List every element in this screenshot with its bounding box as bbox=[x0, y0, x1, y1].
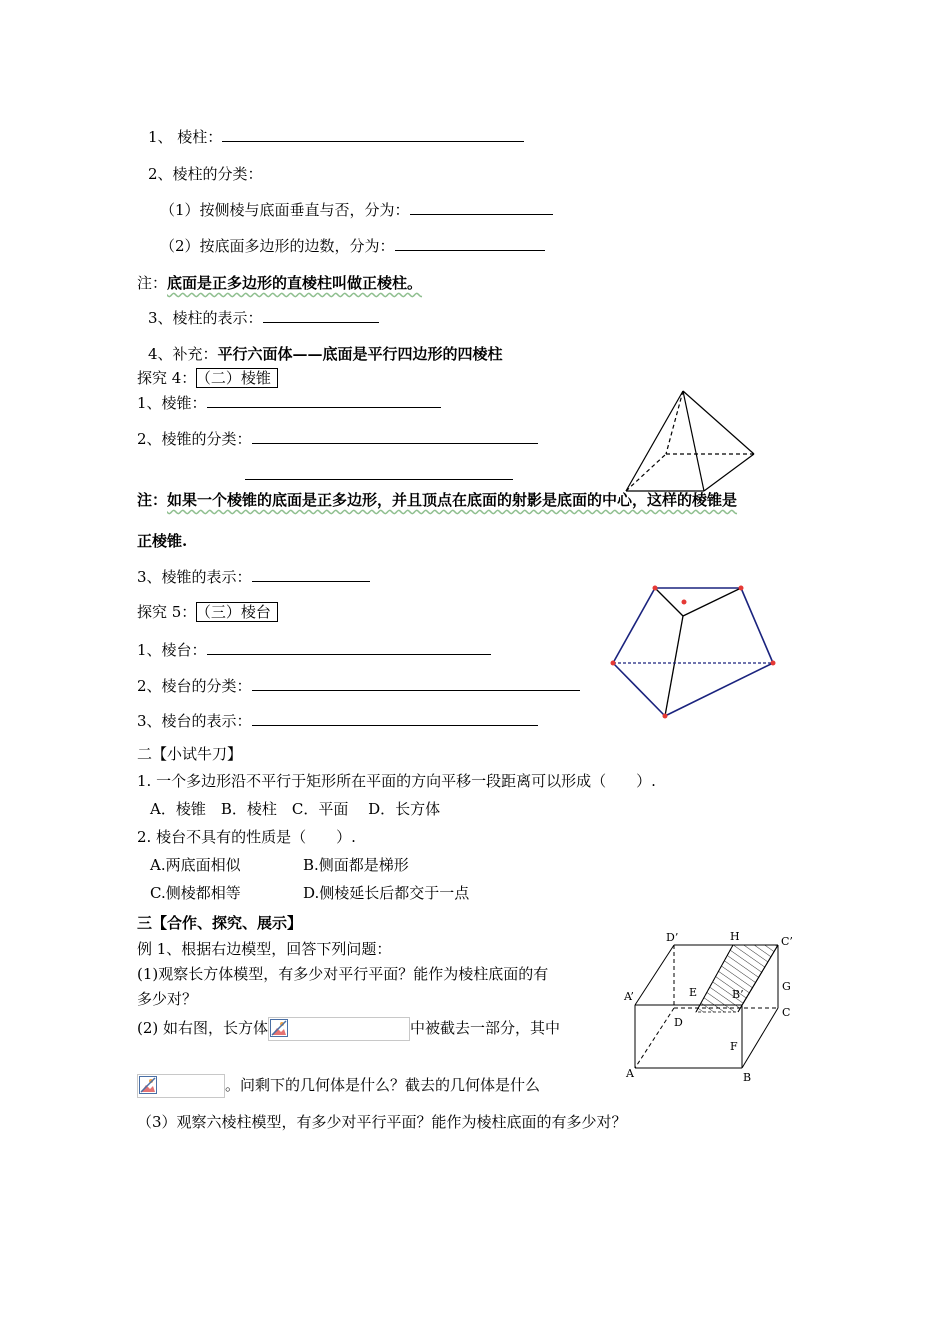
frustum-classify: 2、棱台的分类： bbox=[137, 676, 580, 696]
label-c-prime: C’ bbox=[781, 935, 793, 948]
label-a: A bbox=[626, 1067, 634, 1080]
option-c: C.侧棱都相等 bbox=[150, 884, 241, 902]
prism-supplement: 4、补充：平行六面体——底面是平行四边形的四棱柱 bbox=[148, 345, 503, 363]
example-1-q2-cont: 。问剩下的几何体是什么？截去的几何体是什么 bbox=[137, 1071, 540, 1099]
label-d: D bbox=[674, 1016, 683, 1029]
blank-line[interactable] bbox=[410, 200, 553, 215]
label-h: H bbox=[730, 930, 740, 943]
frustum-definition: 1、棱台： bbox=[137, 640, 491, 660]
broken-image-icon bbox=[268, 1017, 410, 1041]
broken-image-icon bbox=[137, 1074, 225, 1098]
example-1: 例 1、根据右边模型，回答下列问题： bbox=[137, 940, 392, 958]
label-a-prime: A’ bbox=[624, 990, 634, 1003]
label-d-prime: D’ bbox=[666, 931, 679, 944]
section3-title: 三【合作、探究、展示】 bbox=[137, 914, 303, 932]
pyramid-note-cont: 正棱锥. bbox=[137, 532, 188, 550]
pyramid-representation: 3、棱锥的表示： bbox=[137, 567, 370, 587]
blank-line[interactable] bbox=[252, 676, 580, 691]
blank-line[interactable] bbox=[207, 640, 491, 655]
pyramid-figure bbox=[620, 388, 762, 498]
blank-line[interactable] bbox=[252, 711, 538, 726]
prism-note: 注：底面是正多边形的直棱柱叫做正棱柱。 bbox=[137, 274, 423, 292]
cuboid-figure bbox=[622, 926, 800, 1086]
label-e: E bbox=[689, 986, 698, 999]
section2-question-2: 2. 棱台不具有的性质是（ ）. bbox=[137, 828, 356, 846]
example-1-q2: (2) 如右图，长方体 中被截去一部分，其中 bbox=[137, 1014, 560, 1042]
option-b: B.侧面都是梯形 bbox=[303, 856, 409, 874]
blank-line[interactable] bbox=[263, 308, 379, 323]
pyramid-classify-line2 bbox=[245, 465, 513, 485]
section2-question-1-options: A．棱锥 B．棱柱 C．平面 D．长方体 bbox=[150, 800, 441, 818]
example-1-q1: (1)观察长方体模型，有多少对平行平面？能作为棱柱底面的有 bbox=[137, 965, 549, 983]
section2-question-1: 1. 一个多边形沿不平行于矩形所在平面的方向平移一段距离可以形成（ ）. bbox=[137, 772, 656, 790]
prism-classify-2: （2）按底面多边形的边数，分为： bbox=[160, 236, 545, 256]
example-1-q3: （3）观察六棱柱模型，有多少对平行平面？能作为棱柱底面的有多少对？ bbox=[137, 1113, 627, 1131]
pyramid-definition: 1、棱锥： bbox=[137, 393, 441, 413]
option-a: A.两底面相似 bbox=[150, 856, 241, 874]
blank-line[interactable] bbox=[252, 567, 370, 582]
prism-definition: 1、 棱柱： bbox=[148, 127, 524, 147]
blank-line[interactable] bbox=[207, 393, 441, 408]
option-d: D.侧棱延长后都交于一点 bbox=[303, 884, 470, 902]
blank-line[interactable] bbox=[395, 236, 545, 251]
pyramid-note: 注：如果一个棱锥的底面是正多边形，并且顶点在底面的射影是底面的中心，这样的棱锥是 bbox=[137, 491, 738, 509]
pyramid-classify: 2、棱锥的分类： bbox=[137, 429, 538, 449]
prism-classify: 2、棱柱的分类： bbox=[148, 165, 263, 183]
section2-title: 二【小试牛刀】 bbox=[137, 745, 243, 763]
pyramid-heading: 探究 4： （二）棱锥 bbox=[137, 368, 278, 388]
label-c: C bbox=[782, 1006, 791, 1019]
blank-line[interactable] bbox=[245, 465, 513, 480]
prism-representation: 3、棱柱的表示： bbox=[148, 308, 379, 328]
frustum-representation: 3、棱台的表示： bbox=[137, 711, 538, 731]
label-b: B bbox=[743, 1071, 752, 1084]
prism-classify-1: （1）按侧棱与底面垂直与否，分为： bbox=[160, 200, 553, 220]
frustum-heading: 探究 5： （三）棱台 bbox=[137, 602, 278, 622]
example-1-q1-cont: 多少对？ bbox=[137, 990, 198, 1008]
label-b-prime: B’ bbox=[732, 988, 744, 1001]
blank-line[interactable] bbox=[252, 429, 538, 444]
frustum-figure bbox=[605, 580, 785, 725]
blank-line[interactable] bbox=[222, 127, 524, 142]
label-g: G bbox=[782, 980, 791, 993]
label-f: F bbox=[730, 1040, 738, 1053]
